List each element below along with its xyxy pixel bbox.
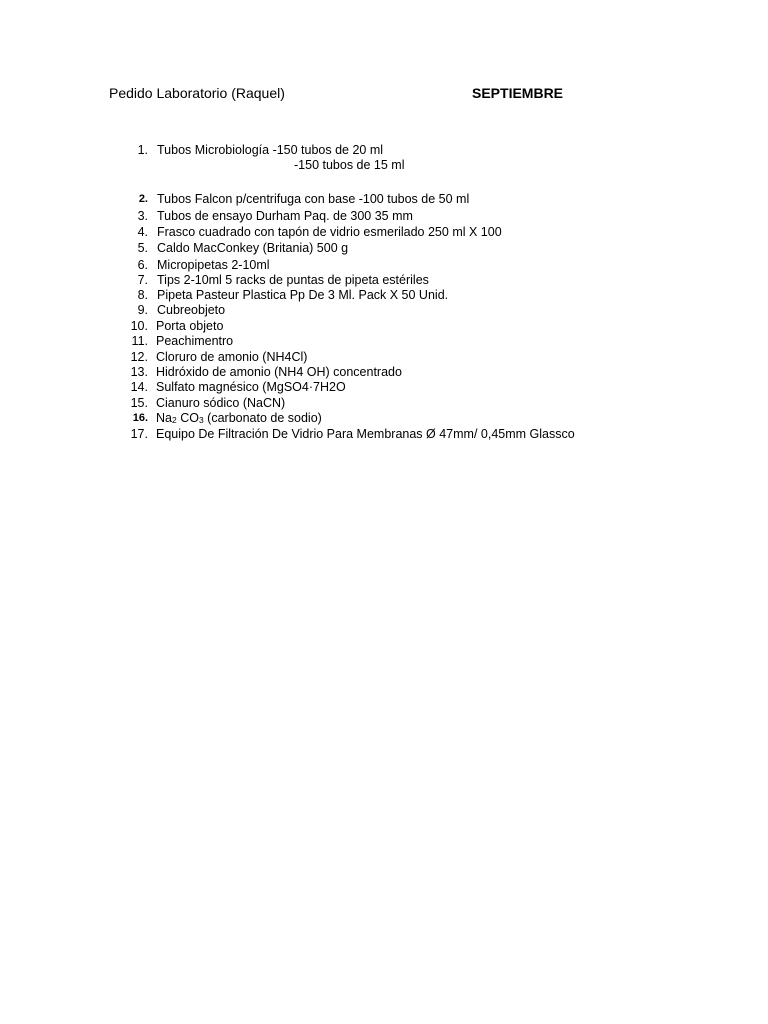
order-month: SEPTIEMBRE (472, 85, 564, 101)
item-text: Equipo De Filtración De Vidrio Para Membranas Ø 47mm/ 0,45mm Glassco (156, 427, 575, 441)
item-number: 2. (138, 193, 148, 205)
item-text: Tubos Microbiología -150 tubos de 20 ml (157, 143, 384, 157)
item-text: Cubreobjeto (157, 303, 226, 317)
item-text: Caldo MacConkey (Britania) 500 g (157, 241, 349, 255)
item-number: 1. (137, 143, 148, 157)
item-number: 9. (137, 303, 148, 317)
item-text: Cianuro sódico (NaCN) (156, 396, 286, 410)
item-number: 8. (137, 288, 148, 302)
item-number: 12. (130, 350, 148, 364)
formula-part: (carbonato de sodio) (203, 411, 322, 425)
item-number: 10. (130, 319, 148, 333)
item-number: 11. (131, 334, 148, 348)
item-text: Pipeta Pasteur Plastica Pp De 3 Ml. Pack X 50 Unid. (157, 288, 449, 302)
item-number: 17. (130, 427, 148, 441)
item-number: 15. (130, 396, 148, 410)
formula-subscript: 2 (171, 415, 177, 425)
item-continuation: -150 tubos de 15 ml (294, 158, 405, 172)
item-number: 3. (137, 209, 148, 223)
item-text: Tips 2-10ml 5 racks de puntas de pipeta estériles (157, 273, 429, 287)
item-text: Porta objeto (156, 319, 224, 333)
item-text (156, 411, 322, 428)
item-text: Micropipetas 2-10ml (157, 258, 270, 272)
formula-subscript: 3 (198, 415, 204, 425)
item-text: Peachimentro (156, 334, 234, 348)
item-text: Tubos de ensayo Durham Paq. de 300 35 mm (157, 209, 413, 223)
formula-part: CO (176, 411, 199, 425)
item-number: 4. (137, 225, 148, 239)
item-number: 13. (130, 365, 148, 379)
item-number: 16. (132, 412, 148, 424)
order-title: Pedido Laboratorio (Raquel) (109, 85, 285, 101)
item-number: 7. (137, 273, 148, 287)
item-number: 6. (137, 258, 148, 272)
item-text: Cloruro de amonio (NH4Cl) (156, 350, 308, 364)
item-text: Hidróxido de amonio (NH4 OH) concentrado (156, 365, 402, 379)
item-text: Sulfato magnésico (MgSO4·7H2O (156, 380, 346, 394)
item-number: 5. (137, 241, 148, 255)
item-number: 14. (130, 380, 148, 394)
formula-part: Na (156, 411, 172, 425)
item-text: Frasco cuadrado con tapón de vidrio esmerilado 250 ml X 100 (157, 225, 502, 239)
item-text: Tubos Falcon p/centrifuga con base -100 tubos de 50 ml (157, 192, 470, 206)
